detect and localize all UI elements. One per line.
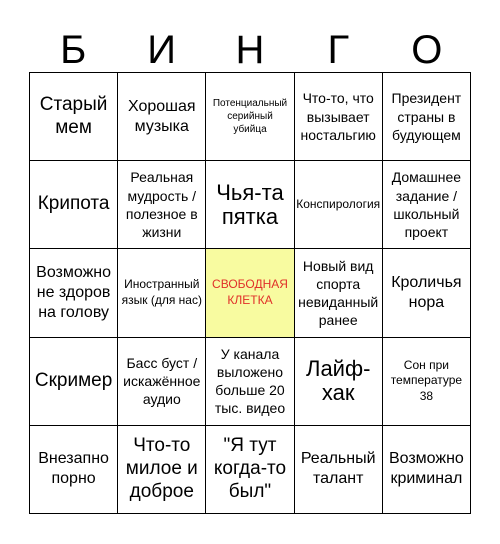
- cell-text: Крипота: [37, 193, 110, 215]
- bingo-cell[interactable]: [383, 426, 471, 514]
- cell-text: Потенциальный серийный убийца: [212, 98, 288, 136]
- bingo-cell[interactable]: [206, 426, 294, 514]
- bingo-cell[interactable]: [30, 73, 118, 161]
- bingo-cell[interactable]: [30, 249, 118, 337]
- bingo-cell[interactable]: [383, 338, 471, 426]
- header-letter-i: И: [147, 28, 176, 72]
- cell-text: "Я тут когда-то был": [213, 435, 287, 502]
- cell-text: Лайф-хак: [306, 356, 371, 406]
- cell-text: Что-то милое и доброе: [125, 435, 198, 502]
- cell-text: Внезапно порно: [38, 450, 109, 488]
- cell-text: СВОБОДНАЯ КЛЕТКА: [212, 277, 288, 307]
- cell-text: Реальный талант: [300, 450, 376, 488]
- cell-text: Чья-та пятка: [216, 179, 284, 229]
- cell-text: Басс буст / искажённое аудио: [123, 354, 201, 408]
- cell-text: Реальная мудрость / полезное в жизни: [125, 169, 198, 240]
- cell-text: У канала выложено больше 20 тыс. видео: [214, 345, 286, 417]
- bingo-cell[interactable]: [383, 249, 471, 337]
- bingo-cell[interactable]: [383, 161, 471, 249]
- cell-text: Домашнее задание / школьный проект: [391, 169, 462, 240]
- bingo-cell[interactable]: [30, 161, 118, 249]
- header-letter-b: Б: [60, 28, 87, 72]
- bingo-header: [29, 24, 471, 72]
- bingo-cell[interactable]: [118, 161, 206, 249]
- cell-text: Новый вид спорта невиданный ранее: [298, 257, 379, 329]
- bingo-cell[interactable]: [206, 338, 294, 426]
- free-space-cell[interactable]: [206, 249, 294, 337]
- bingo-cell[interactable]: [118, 73, 206, 161]
- bingo-cell[interactable]: [118, 338, 206, 426]
- cell-text: Возможно не здоров на голову: [36, 263, 112, 321]
- cell-text: Конспирология: [296, 196, 381, 211]
- cell-text: Президент страны в будующем: [391, 90, 462, 143]
- cell-text: Хорошая музыка: [127, 97, 196, 135]
- bingo-cell[interactable]: [118, 426, 206, 514]
- bingo-cell[interactable]: [295, 426, 383, 514]
- cell-text: Иностранный язык (для нас): [121, 277, 202, 307]
- bingo-cell[interactable]: [383, 73, 471, 161]
- cell-text: Сон при температуре 38: [390, 357, 463, 403]
- cell-text: Кроличья нора: [391, 273, 462, 311]
- cell-text: Возможно криминал: [388, 450, 464, 488]
- header-letter-g: Г: [327, 28, 350, 72]
- bingo-cell[interactable]: [295, 338, 383, 426]
- bingo-board: [29, 72, 471, 514]
- bingo-cell[interactable]: [295, 161, 383, 249]
- bingo-cell[interactable]: [295, 73, 383, 161]
- bingo-cell[interactable]: [206, 161, 294, 249]
- cell-text: Что-то, что вызывает ностальгию: [300, 90, 376, 143]
- cell-text: Скример: [34, 369, 113, 391]
- header-letter-o: О: [411, 28, 443, 72]
- cell-text: Старый мем: [39, 93, 108, 138]
- bingo-cell[interactable]: [295, 249, 383, 337]
- bingo-cell[interactable]: [206, 73, 294, 161]
- bingo-cell[interactable]: [30, 426, 118, 514]
- header-letter-n: Н: [235, 28, 265, 72]
- bingo-cell[interactable]: [118, 249, 206, 337]
- bingo-cell[interactable]: [30, 338, 118, 426]
